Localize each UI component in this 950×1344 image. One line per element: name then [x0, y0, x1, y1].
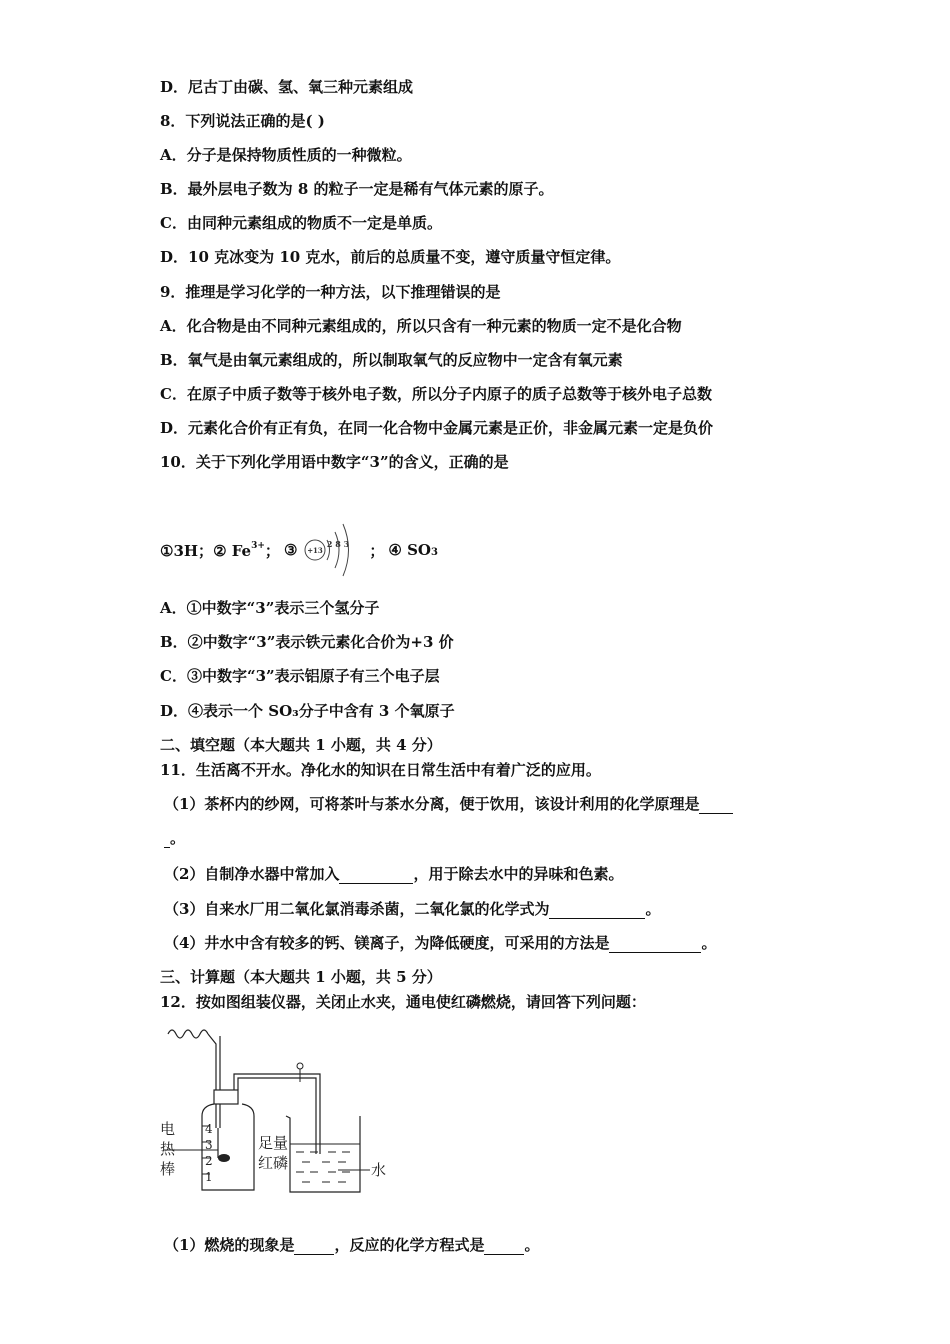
- label-rod-2: 热: [160, 1140, 176, 1158]
- q11-blank-1[interactable]: [699, 797, 733, 814]
- section-2-heading: 二、填空题（本大题共 1 小题，共 4 分）: [160, 736, 442, 754]
- q8-stem: 8．下列说法正确的是( ): [160, 112, 325, 130]
- q12-stem: 12．按如图组装仪器，关闭止水夹，通电使红磷燃烧，请回答下列问题：: [160, 993, 646, 1011]
- formula-item-3: ③: [283, 541, 298, 559]
- formula-separator: ；: [369, 541, 385, 560]
- q9-stem: 9．推理是学习化学的一种方法，以下推理错误的是: [160, 283, 501, 301]
- label-phosphorus-2: 红磷: [258, 1154, 289, 1172]
- q9-option-c: C．在原子中质子数等于核外电子数，所以分子内原子的质子总数等于核外电子总数: [160, 385, 712, 403]
- q11-part-1: （1）茶杯内的纱网，可将茶叶与茶水分离，便于饮用，该设计利用的化学原理是: [164, 794, 733, 814]
- section-3-heading: 三、计算题（本大题共 1 小题，共 5 分）: [160, 968, 442, 986]
- experiment-apparatus-diagram: [158, 1024, 398, 1200]
- bottle-mark-2: 2: [205, 1154, 213, 1168]
- q10-option-b: B．②中数字“3”表示铁元素化合价为+3 价: [160, 633, 454, 651]
- q11-part-4: （4）井水中含有较多的钙、镁离子，为降低硬度，可采用的方法是 。: [164, 934, 717, 952]
- atom-structure-diagram: [301, 514, 365, 586]
- bottle-mark-3: 3: [205, 1138, 213, 1152]
- formula-item-1: ①3H；: [160, 541, 214, 560]
- q10-option-d: D．④表示一个 SO₃分子中含有 3 个氧原子: [160, 702, 455, 720]
- atom-shell-label: 2 8 3: [327, 539, 350, 549]
- label-rod-3: 棒: [160, 1160, 176, 1178]
- q11-part-1-cont: 。: [164, 828, 185, 848]
- q9-option-d: D．元素化合价有正有负，在同一化合物中金属元素是正价，非金属元素一定是负价: [160, 419, 714, 437]
- q11-blank-4[interactable]: [609, 936, 701, 953]
- q7-option-d: D．尼古丁由碳、氢、氧三种元素组成: [160, 78, 414, 96]
- label-phosphorus-1: 足量: [258, 1134, 289, 1152]
- q10-formula-row: [160, 514, 438, 586]
- q10-stem: 10．关于下列化学用语中数字“3”的含义，正确的是: [160, 453, 509, 471]
- q11-stem: 11．生活离不开水。净化水的知识在日常生活中有着广泛的应用。: [160, 761, 601, 779]
- bottle-mark-4: 4: [205, 1122, 213, 1136]
- q10-option-a: A．①中数字“3”表示三个氢分子: [160, 599, 380, 617]
- formula-item-4: ④ SO3: [388, 541, 438, 559]
- q8-option-d: D．10 克冰变为 10 克水，前后的总质量不变，遵守质量守恒定律。: [160, 248, 621, 266]
- q8-option-c: C．由同种元素组成的物质不一定是单质。: [160, 214, 442, 232]
- formula-item-2: ② $Fe^{3+}$；: [213, 540, 280, 560]
- bottle-mark-1: 1: [205, 1170, 213, 1184]
- q8-option-b: B．最外层电子数为 8 的粒子一定是稀有气体元素的原子。: [160, 180, 554, 198]
- q9-option-b: B．氧气是由氧元素组成的，所以制取氧气的反应物中一定含有氧元素: [160, 351, 623, 369]
- q12-blank-1[interactable]: [294, 1238, 334, 1255]
- q11-blank-3[interactable]: [549, 902, 645, 919]
- q10-option-c: C．③中数字“3”表示铝原子有三个电子层: [160, 667, 440, 685]
- q9-option-a: A．化合物是由不同种元素组成的，所以只含有一种元素的物质一定不是化合物: [160, 317, 682, 335]
- q8-option-a: A．分子是保持物质性质的一种微粒。: [160, 146, 412, 164]
- q12-part-1: （1）燃烧的现象是 ，反应的化学方程式是 。: [164, 1236, 540, 1254]
- q11-part-3: （3）自来水厂用二氧化氯消毒杀菌，二氧化氯的化学式为 。: [164, 900, 661, 918]
- q11-part-2: （2）自制净水器中常加入 ，用于除去水中的异味和色素。: [164, 865, 624, 883]
- label-rod-1: 电: [160, 1120, 176, 1138]
- q12-blank-2[interactable]: [484, 1238, 524, 1255]
- label-water: 水: [371, 1161, 387, 1179]
- q11-blank-2[interactable]: [339, 867, 413, 884]
- atom-nucleus-label: +13: [307, 546, 324, 555]
